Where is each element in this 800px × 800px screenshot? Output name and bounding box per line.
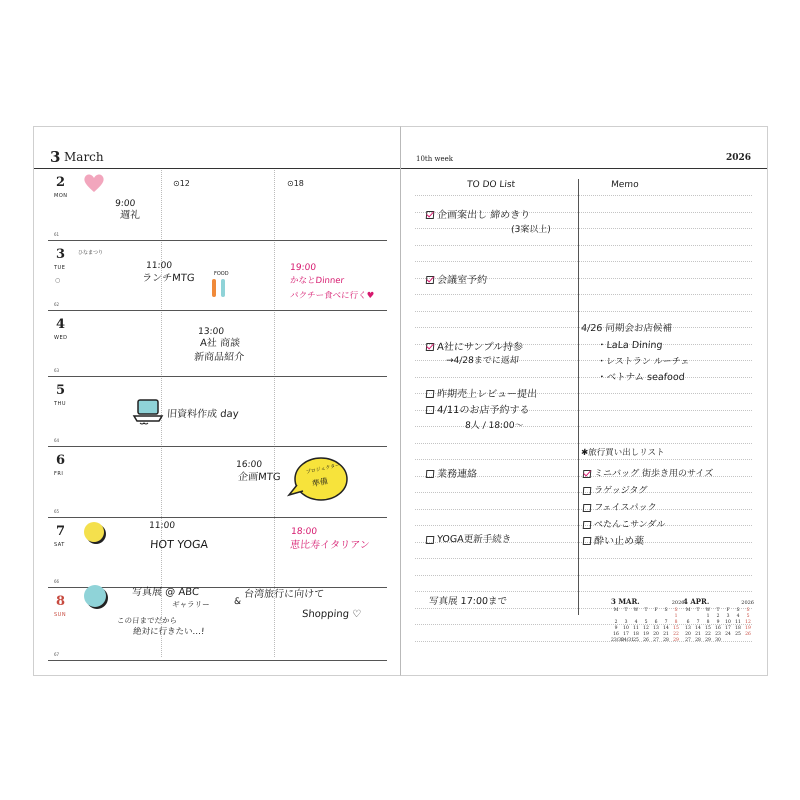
calendar-day: 27 (685, 638, 691, 643)
calendar-day: 5 (746, 614, 750, 619)
calendar-day: 9 (716, 620, 720, 625)
todo-item[interactable]: 会議室予約 (426, 275, 488, 287)
entry-text: 台湾旅行に向けて (243, 589, 325, 600)
ruled-line (415, 591, 752, 592)
entry-time: 11:00 (148, 521, 176, 531)
calendar-weekday: F (654, 608, 658, 613)
todo-item[interactable]: YOGA更新手続き (426, 535, 512, 546)
entry-text: 旧資料作成 day (166, 409, 239, 420)
day-weekday: FRI (54, 471, 64, 477)
todo-item[interactable]: 4/11のお店予約する (426, 405, 530, 417)
calendar-day: 29 (705, 638, 711, 643)
todo-sub: 8人 / 18:00～ (464, 421, 524, 431)
calendar-day (611, 614, 621, 619)
calendar-weekday: F (726, 608, 730, 613)
day-weekday: SAT (54, 542, 65, 548)
entry-text: & (233, 597, 242, 607)
calendar-day: 20 (685, 632, 691, 637)
entry-time: 9:00 (114, 199, 136, 209)
day-weekday: TUE (54, 265, 66, 271)
calendar-weekday: T (696, 608, 700, 613)
heart-sticker-icon (82, 171, 106, 195)
calendar-day: 18 (735, 626, 741, 631)
entry-text: 新商品紹介 (193, 352, 245, 363)
calendar-day (733, 638, 743, 643)
calendar-day: 10 (725, 620, 731, 625)
day-number: 8 (56, 594, 66, 609)
yellow-dot-sticker-icon (82, 520, 108, 546)
entry-time: 19:00 (289, 263, 317, 273)
calendar-day: 17 (725, 626, 731, 631)
memo-list-item[interactable]: ミニバッグ 街歩き用のサイズ (583, 469, 714, 479)
day-weekday: WED (54, 335, 68, 341)
memo-header: Memo (610, 180, 639, 190)
calendar-day: 25 (735, 632, 741, 637)
calendar-day: 7 (664, 620, 668, 625)
time-marker-12: ⊙12 (173, 179, 190, 188)
mini-calendar-grid (683, 608, 754, 643)
month-name: March (64, 150, 104, 164)
calendar-day: 26 (745, 632, 751, 637)
calendar-day: 3 (624, 620, 628, 625)
calendar-day: 4 (736, 614, 740, 619)
right-page (400, 126, 768, 676)
calendar-weekday: T (716, 608, 720, 613)
day-of-year: 64 (54, 438, 60, 443)
month-number: 3 (50, 148, 61, 166)
calendar-day: 8 (706, 620, 710, 625)
entry-text: 絶対に行きたい…! (132, 627, 205, 637)
calendar-day: 14 (695, 626, 701, 631)
entry-time: 16:00 (235, 460, 263, 470)
calendar-day: 30 (715, 638, 721, 643)
entry-text: 週礼 (119, 210, 141, 221)
svg-text:FOOD: FOOD (214, 271, 229, 277)
day-number: 6 (56, 453, 66, 468)
entry-text: 恵比寿イタリアン (289, 540, 371, 551)
calendar-day (693, 614, 703, 619)
memo-line: ・ベトナム seafood (596, 372, 686, 383)
ruled-line (415, 311, 752, 312)
calendar-day: 12 (643, 626, 649, 631)
calendar-day: 28 (663, 638, 669, 643)
food-cutlery-icon (208, 267, 236, 299)
calendar-weekday: S (736, 608, 740, 613)
calendar-day: 14 (663, 626, 669, 631)
calendar-day: 17 (623, 632, 629, 637)
entry-text: パクチー食べに行く♥ (289, 291, 375, 301)
calendar-day: 7 (696, 620, 700, 625)
moon-phase-icon: ○ (55, 277, 61, 284)
calendar-day: 9 (614, 626, 618, 631)
calendar-day: 1 (674, 614, 678, 619)
entry-text: ランチMTG (141, 273, 195, 284)
calendar-day: 6 (654, 620, 658, 625)
ruled-line (415, 261, 752, 262)
calendar-day: 18 (633, 632, 639, 637)
entry-text: ギャラリー (171, 600, 210, 609)
checkbox[interactable] (426, 470, 435, 478)
calendar-day: 2 (614, 620, 618, 625)
calendar-day: 21 (663, 632, 669, 637)
checkbox[interactable] (583, 537, 592, 545)
todo-sub: →4/28までに返却 (445, 356, 520, 366)
memo-line: ・レストラン ルーチェ (596, 357, 690, 367)
calendar-day: 5 (644, 620, 648, 625)
year-label: 2026 (725, 153, 751, 163)
checkbox[interactable] (426, 536, 435, 544)
calendar-day: 27 (653, 638, 659, 643)
ruled-line (415, 575, 752, 576)
month-header (34, 127, 400, 169)
calendar-day: 15 (705, 626, 711, 631)
calendar-day: 24/31 (621, 638, 634, 643)
calendar-day: 6 (686, 620, 690, 625)
ruled-line (415, 443, 752, 444)
calendar-day: 11 (735, 620, 741, 625)
ruled-line (415, 245, 752, 246)
calendar-weekday: M (685, 608, 691, 613)
checkbox[interactable] (426, 406, 435, 414)
calendar-day: 19 (643, 632, 649, 637)
calendar-day (683, 614, 693, 619)
ruled-line (415, 558, 752, 559)
todo-sub: (3案以上) (510, 225, 552, 235)
calendar-day (723, 638, 733, 643)
calendar-day: 4 (634, 620, 638, 625)
checkbox[interactable] (426, 390, 435, 398)
day-of-year: 61 (54, 232, 60, 237)
ruled-line (415, 228, 752, 229)
entry-time: 18:00 (290, 527, 318, 537)
entry-text: A社 商談 (199, 338, 241, 349)
todo-memo-divider (578, 179, 579, 615)
calendar-day: 8 (674, 620, 678, 625)
calendar-day: 20 (653, 632, 659, 637)
todo-item[interactable]: 企画案出し 締めきり (426, 210, 531, 222)
calendar-day: 23 (715, 632, 721, 637)
day-number: 4 (56, 317, 66, 332)
day-weekday: SUN (54, 612, 67, 618)
calendar-day: 22 (705, 632, 711, 637)
ruled-line (415, 377, 752, 378)
calendar-day: 28 (695, 638, 701, 643)
blue-dot-sticker-icon (82, 583, 110, 611)
checkbox[interactable] (583, 504, 592, 512)
calendar-weekday: S (674, 608, 678, 613)
checkbox-checked[interactable] (426, 276, 435, 284)
day-of-year: 62 (54, 302, 60, 307)
memo-list-item[interactable]: 酔い止め薬 (583, 536, 645, 548)
left-page (33, 126, 400, 676)
day-holiday-note: ひなまつり (78, 250, 104, 256)
calendar-day: 13 (653, 626, 659, 631)
calendar-weekday: M (613, 608, 619, 613)
mini-calendar-title: 4 APR. 2026 (683, 597, 754, 606)
calendar-day: 16 (613, 632, 619, 637)
ruled-line (415, 294, 752, 295)
memo-line: ・LaLa Dining (596, 340, 663, 351)
day-weekday: THU (54, 401, 66, 407)
calendar-weekday: T (624, 608, 628, 613)
todo-item[interactable]: 業務連絡 (426, 469, 478, 481)
day-number: 7 (56, 524, 66, 539)
calendar-day: 22 (673, 632, 679, 637)
calendar-day (743, 638, 753, 643)
todo-header: TO DO List (466, 180, 516, 190)
day-number: 5 (56, 383, 66, 398)
clock-icon: ⊙ (287, 179, 294, 188)
entry-text: 企画MTG (237, 472, 281, 483)
week-header (401, 127, 767, 169)
mini-calendar-title: 3 MAR. 2026 (611, 597, 685, 606)
entry-time: 13:00 (197, 327, 225, 337)
calendar-day: 29 (673, 638, 679, 643)
calendar-day: 15 (673, 626, 679, 631)
calendar-day (661, 614, 671, 619)
entry-text: Shopping ♡ (301, 609, 362, 620)
calendar-day: 13 (685, 626, 691, 631)
mini-calendar-grid (611, 608, 684, 643)
calendar-day: 12 (745, 620, 751, 625)
calendar-day: 16 (715, 626, 721, 631)
memo-list-item[interactable]: ラゲッジタグ (583, 486, 648, 496)
checkbox-checked[interactable] (426, 343, 435, 351)
calendar-weekday: S (746, 608, 750, 613)
calendar-weekday: W (705, 608, 711, 613)
mini-calendar-march (611, 597, 684, 643)
calendar-day: 21 (695, 632, 701, 637)
calendar-weekday: W (633, 608, 639, 613)
entry-text: HOT YOGA (149, 538, 209, 551)
day-of-year: 65 (54, 509, 60, 514)
calendar-weekday: T (644, 608, 648, 613)
day-number: 3 (56, 247, 66, 262)
calendar-day: 1 (706, 614, 710, 619)
ruled-line (415, 195, 752, 196)
memo-list-item[interactable]: ぺたんこサンダル (583, 520, 666, 530)
calendar-day: 23/30 (611, 638, 624, 643)
todo-item: 写真展 17:00まで (428, 596, 508, 607)
memo-list-title: ✱旅行買い出しリスト (580, 448, 665, 458)
memo-list-item[interactable]: フェイスパック (583, 503, 657, 513)
day-number: 2 (56, 175, 66, 190)
todo-item[interactable]: 昨期売上レビュー提出 (426, 389, 538, 401)
calendar-day: 3 (726, 614, 730, 619)
ruled-line (415, 459, 752, 460)
day-of-year: 63 (54, 368, 60, 373)
calendar-weekday: S (664, 608, 668, 613)
calendar-day: 11 (633, 626, 639, 631)
laptop-icon (132, 397, 166, 425)
entry-text: 写真展 @ ABC (131, 587, 200, 598)
calendar-day: 2 (716, 614, 720, 619)
bubble-text: プロジェクター (305, 462, 341, 476)
day-weekday: MON (54, 193, 68, 199)
calendar-day: 24 (725, 632, 731, 637)
entry-text: かなとDinner (289, 276, 345, 286)
checkbox-checked[interactable] (583, 470, 592, 478)
calendar-day: 19 (745, 626, 751, 631)
checkbox-checked[interactable] (426, 211, 435, 219)
memo-line: 4/26 同期会お店候補 (580, 323, 673, 334)
calendar-day (631, 614, 641, 619)
clock-icon: ⊙ (173, 179, 180, 188)
checkbox[interactable] (583, 487, 592, 495)
day-of-year: 66 (54, 579, 60, 584)
mini-calendar-april (683, 597, 754, 643)
bubble-text: 準備 (311, 476, 329, 489)
week-label: 10th week (416, 155, 453, 163)
entry-time: 11:00 (145, 261, 173, 271)
calendar-day (641, 614, 651, 619)
calendar-day (651, 614, 661, 619)
day-of-year: 67 (54, 652, 60, 657)
checkbox[interactable] (583, 521, 592, 529)
calendar-day (621, 614, 631, 619)
calendar-day: 10 (623, 626, 629, 631)
todo-item[interactable]: A社にサンプル持参 (426, 342, 524, 354)
calendar-day: 25 (633, 638, 639, 643)
calendar-day: 26 (643, 638, 649, 643)
time-marker-18: ⊙18 (287, 179, 304, 188)
entry-text: この日までだから (116, 616, 178, 625)
